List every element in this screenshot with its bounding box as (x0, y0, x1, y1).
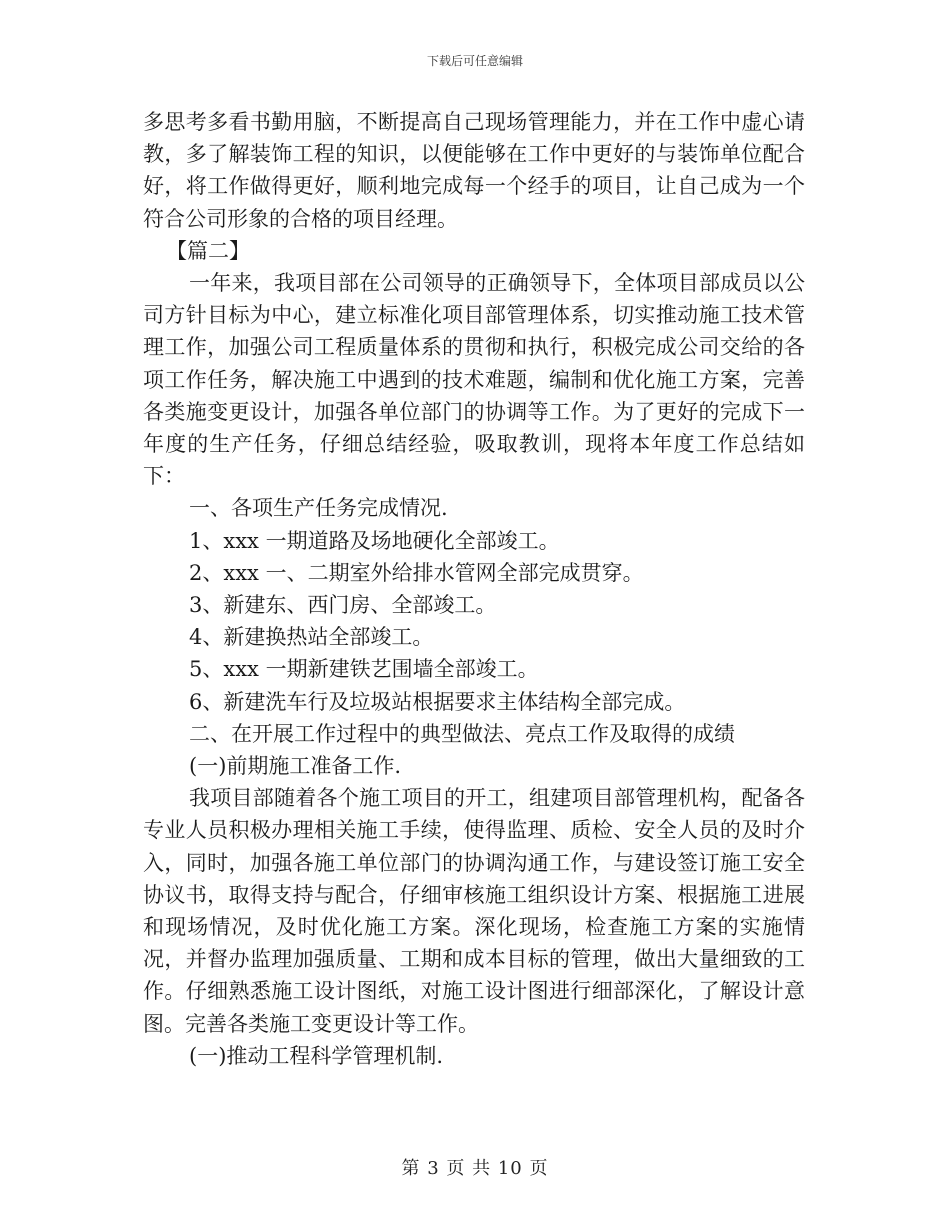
paragraph-continuation: 多思考多看书勤用脑，不断提高自己现场管理能力，并在工作中虚心请教，多了解装饰工程的知识，以便能够在工作中更好的与装饰单位配合好，将工作做得更好，顺利地完成每一个经手的项目，让自己成为一个符合公司形象的合格的项目经理。 (143, 110, 805, 231)
list-item: 5、xxx 一期新建铁艺围墙全部竣工。 (189, 657, 539, 682)
paragraph-intro: 一年来，我项目部在公司领导的正确领导下，全体项目部成员以公司方针目标为中心，建立标准化项目部管理体系，切实推动施工技术管理工作，加强公司工程质量体系的贯彻和执行，积极完成公司交给的各项工作任务，解决施工中遇到的技术难题，编制和优化施工方案，完善各类施变更设计，加强各单位部门的协调等工作。为了更好的完成下一年度的生产任务，仔细总结经验，吸取教训，现将本年度工作总结如下： (143, 271, 805, 489)
list-item: 3、新建东、西门房、全部竣工。 (189, 593, 497, 618)
subheading-preparation: (一)前期施工准备工作. (189, 754, 402, 779)
page-footer: 第 3 页 共 10 页 (401, 1158, 549, 1179)
subheading-management-mechanism: (一)推动工程科学管理机制. (189, 1043, 444, 1068)
heading-practices-achievements: 二、在开展工作过程中的典型做法、亮点工作及取得的成绩 (189, 721, 735, 746)
page-header: 下载后可任意编辑 (426, 54, 523, 68)
heading-production-tasks: 一、各项生产任务完成情况. (189, 496, 448, 521)
list-item: 4、新建换热站全部竣工。 (189, 625, 434, 650)
document-body (143, 106, 805, 1072)
paragraph-preparation: 我项目部随着各个施工项目的开工，组建项目部管理机构，配备各专业人员积极办理相关施工手续，使得监理、质检、安全人员的及时介入，同时，加强各施工单位部门的协调沟通工作，与建设签订施工安全协议书，取得支持与配合，仔细审核施工组织设计方案、根据施工进展和现场情况，及时优化施工方案。深化现场，检查施工方案的实施情况，并督办监理加强质量、工期和成本目标的管理，做出大量细致的工作。仔细熟悉施工设计图纸，对施工设计图进行细部深化，了解设计意图。完善各类施工变更设计等工作。 (143, 786, 805, 1036)
list-item: 2、xxx 一、二期室外给排水管网全部完成贯穿。 (189, 560, 644, 585)
section-heading-part-two: 【篇二】 (166, 238, 250, 263)
list-item: 1、xxx 一期道路及场地硬化全部竣工。 (189, 528, 560, 553)
list-item: 6、新建洗车行及垃圾站根据要求主体结构全部完成。 (189, 689, 686, 714)
